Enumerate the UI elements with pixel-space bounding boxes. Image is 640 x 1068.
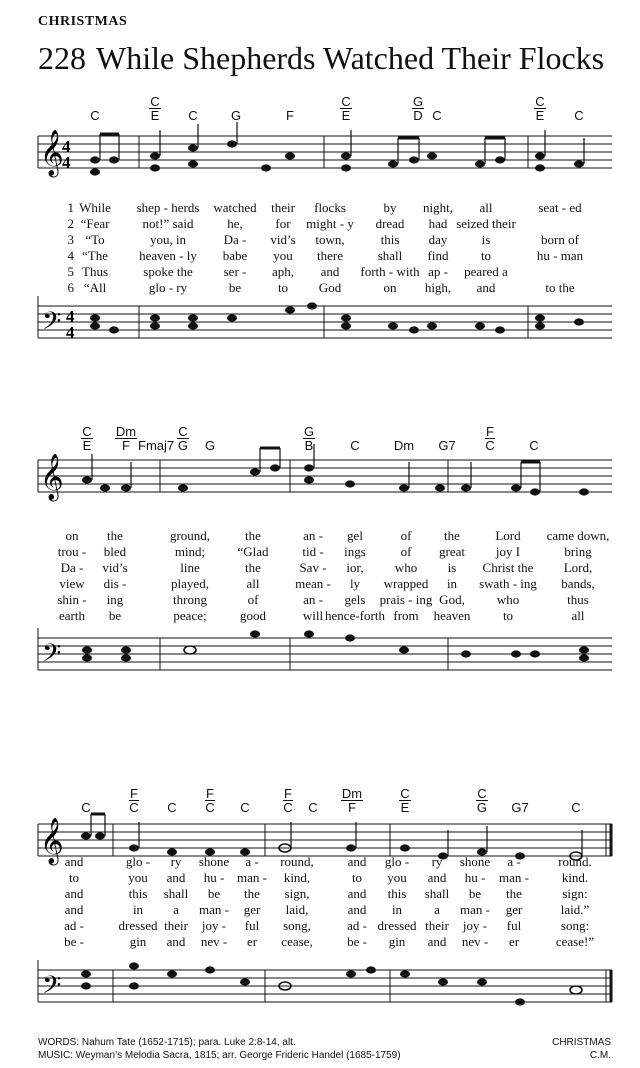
lyric-syllable: came down, — [546, 528, 610, 543]
lyric-syllable: laid, — [285, 902, 309, 917]
lyric-syllable: ad - — [64, 918, 84, 933]
lyric-syllable: to — [277, 280, 289, 295]
lyric-syllable: you — [128, 870, 148, 885]
lyric-syllable: nev - — [461, 934, 489, 949]
lyric-syllable: aph, — [271, 264, 295, 279]
lyric-syllable: shone — [198, 854, 230, 869]
lyric-syllable: watched — [213, 200, 257, 215]
lyric-syllable: dis - — [103, 576, 127, 591]
lyric-syllable: be - — [64, 934, 84, 949]
lyric-syllable: be — [468, 886, 482, 901]
bass-staff-1 — [0, 296, 640, 366]
chord-symbol: C — [81, 800, 91, 815]
lyric-syllable: and — [347, 886, 367, 901]
svg-text:4: 4 — [62, 153, 71, 172]
chord-symbol: C — [167, 800, 177, 815]
lyric-syllable: and — [347, 854, 367, 869]
lyric-syllable: their — [425, 918, 449, 933]
lyric-syllable: in — [132, 902, 144, 917]
chord-symbol: $\frac{G}{B}$ — [303, 424, 315, 453]
lyric-syllable: bled — [103, 544, 127, 559]
lyric-syllable: hu - man — [536, 248, 584, 263]
lyric-syllable: is — [447, 560, 457, 575]
lyric-syllable: gin — [129, 934, 147, 949]
lyric-syllable: the — [107, 528, 123, 543]
lyric-syllable: a — [434, 902, 440, 917]
lyric-syllable: throng — [173, 592, 207, 607]
lyric-syllable: glo - — [384, 854, 410, 869]
verse-number: 1 — [67, 200, 74, 215]
lyric-syllable: gel — [347, 528, 363, 543]
lyric-syllable: this — [128, 886, 148, 901]
lyric-syllable: ad - — [347, 918, 367, 933]
lyric-syllable: hence-forth — [325, 608, 385, 623]
lyric-syllable: gels — [344, 592, 366, 607]
lyric-syllable: ly — [349, 576, 361, 591]
lyric-syllable: Lord — [495, 528, 521, 543]
tune-info — [552, 1036, 611, 1062]
lyric-syllable: from — [393, 608, 419, 623]
verse-number: 4 — [67, 248, 74, 263]
chord-symbol: $\frac{C}{E}$ — [341, 94, 351, 123]
lyric-syllable: round, — [280, 854, 314, 869]
lyric-syllable: an - — [303, 592, 323, 607]
chord-symbol: $\frac{F}{C}$ — [129, 786, 139, 815]
chord-symbol: $\frac{Dm}{F}$ — [341, 786, 363, 815]
chord-symbol: $\frac{C}{G}$ — [177, 424, 189, 453]
lyric-syllable: “The — [82, 248, 108, 263]
verse-number: 5 — [67, 264, 74, 279]
lyric-syllable: forth - with — [360, 264, 420, 279]
lyric-syllable: man - — [237, 870, 267, 885]
lyric-syllable: bring — [564, 544, 592, 559]
lyric-syllable: joy I — [495, 544, 521, 559]
lyric-syllable: good — [240, 608, 266, 623]
chord-symbol: $\frac{F}{C}$ — [485, 424, 495, 453]
lyric-syllable: seat - ed — [538, 200, 582, 215]
lyric-syllable: ing — [106, 592, 124, 607]
lyric-syllable: to — [502, 608, 514, 623]
lyric-syllable: mind; — [174, 544, 206, 559]
lyric-syllable: dread — [375, 216, 405, 231]
verse-number: 3 — [67, 232, 74, 247]
verse-number: 2 — [67, 216, 74, 231]
lyric-syllable: Sav - — [299, 560, 327, 575]
lyric-syllable: an - — [303, 528, 323, 543]
lyric-syllable: in — [391, 902, 403, 917]
chord-symbol: G — [204, 438, 216, 453]
chord-symbol: $\frac{G}{D}$ — [412, 94, 424, 123]
lyric-syllable: God — [318, 280, 342, 295]
chord-symbol: C — [308, 800, 318, 815]
chord-symbol: $\frac{F}{C}$ — [283, 786, 293, 815]
lyric-syllable: the — [245, 528, 261, 543]
tune-name: CHRISTMAS — [552, 1037, 611, 1048]
svg-text:4: 4 — [62, 137, 71, 156]
lyric-syllable: be — [228, 280, 242, 295]
lyric-syllable: song: — [560, 918, 590, 933]
lyric-syllable: man - — [499, 870, 529, 885]
lyric-syllable: joy - — [201, 918, 227, 933]
lyric-syllable: Lord, — [563, 560, 593, 575]
words-credit: WORDS: Nahum Tate (1652-1715); para. Luke 2:8-14, alt. — [38, 1037, 296, 1048]
lyric-syllable: town, — [315, 232, 345, 247]
lyric-syllable: the — [444, 528, 460, 543]
lyric-syllable: all — [479, 200, 493, 215]
chord-symbol: $\frac{F}{C}$ — [205, 786, 215, 815]
treble-clef-icon: 𝄞 — [40, 130, 64, 176]
chord-symbol: C — [188, 108, 198, 123]
lyric-syllable: their — [271, 200, 295, 215]
lyric-syllable: of — [247, 592, 259, 607]
lyric-syllable: sign, — [284, 886, 310, 901]
lyric-syllable: trou - — [57, 544, 87, 559]
lyric-syllable: shall — [377, 248, 403, 263]
lyric-syllable: and — [427, 870, 447, 885]
lyric-syllable: tid - — [302, 544, 324, 559]
lyric-syllable: God, — [439, 592, 465, 607]
hymn-number: 228 — [38, 40, 86, 76]
lyric-syllable: to — [68, 870, 80, 885]
bass-staff-3 — [0, 960, 640, 1030]
lyric-syllable: to — [351, 870, 363, 885]
lyric-syllable: babe — [222, 248, 248, 263]
lyric-syllable: nev - — [200, 934, 228, 949]
lyric-syllable: not!” said — [142, 216, 194, 231]
chord-symbol: Dm — [393, 438, 415, 453]
chord-symbol: C — [90, 108, 100, 123]
chord-symbol: C — [574, 108, 584, 123]
lyric-syllable: high, — [424, 280, 452, 295]
lyric-syllable: the — [506, 886, 522, 901]
lyric-syllable: a - — [507, 854, 521, 869]
chord-symbol: C — [571, 800, 581, 815]
chord-symbol: $\frac{C}{G}$ — [476, 786, 488, 815]
lyric-syllable: he, — [227, 216, 243, 231]
lyric-syllable: song, — [283, 918, 311, 933]
lyric-syllable: in — [446, 576, 458, 591]
lyric-syllable: who — [394, 560, 418, 575]
lyric-syllable: a - — [245, 854, 259, 869]
lyric-syllable: night, — [423, 200, 453, 215]
lyric-syllable: ger — [243, 902, 261, 917]
lyric-syllable: ry — [170, 854, 182, 869]
section-heading: CHRISTMAS — [38, 14, 128, 29]
lyric-syllable: the — [244, 886, 260, 901]
lyric-syllable: seized their — [456, 216, 516, 231]
lyric-syllable: hu - — [464, 870, 486, 885]
lyric-syllable: played, — [171, 576, 209, 591]
lyric-syllable: and — [64, 854, 84, 869]
lyric-syllable: kind, — [283, 870, 311, 885]
meter: C.M. — [589, 1050, 611, 1061]
lyric-syllable: and — [64, 886, 84, 901]
lyric-syllable: glo - ry — [148, 280, 188, 295]
lyric-syllable: flocks — [314, 200, 346, 215]
lyric-syllable: spoke the — [143, 264, 193, 279]
credits — [38, 1036, 401, 1062]
lyric-syllable: shep - herds — [136, 200, 200, 215]
lyric-syllable: all — [571, 608, 585, 623]
chord-symbol: $\frac{C}{E}$ — [150, 94, 160, 123]
lyric-syllable: and — [166, 934, 186, 949]
chord-symbol: $\frac{C}{E}$ — [535, 94, 545, 123]
treble-staff-1 — [0, 120, 640, 200]
lyric-syllable: is — [481, 232, 491, 247]
hymn-title: While Shepherds Watched Their Flocks — [96, 40, 605, 76]
lyric-syllable: this — [380, 232, 400, 247]
lyric-syllable: ger — [505, 902, 523, 917]
lyric-syllable: bands, — [561, 576, 595, 591]
chord-symbol: Fmaj7 — [138, 438, 175, 453]
lyric-syllable: cease!” — [555, 934, 595, 949]
lyric-syllable: vid’s — [102, 560, 128, 575]
treble-staff-3 — [0, 808, 640, 888]
lyric-syllable: to — [480, 248, 492, 263]
lyric-syllable: you — [273, 248, 293, 263]
lyric-syllable: ful — [244, 918, 260, 933]
svg-text:𝄞: 𝄞 — [40, 818, 64, 864]
lyric-syllable: by — [383, 200, 397, 215]
lyric-syllable: be - — [347, 934, 367, 949]
lyric-syllable: ry — [431, 854, 443, 869]
verse-number: 6 — [67, 280, 74, 295]
lyric-syllable: “Fear — [80, 216, 110, 231]
lyric-syllable: their — [164, 918, 188, 933]
lyric-syllable: who — [496, 592, 520, 607]
lyric-syllable: hu - — [203, 870, 225, 885]
chord-symbol: G7 — [438, 438, 456, 453]
lyric-syllable: laid.” — [560, 902, 590, 917]
svg-text:4: 4 — [66, 307, 75, 326]
lyric-syllable: be — [108, 608, 122, 623]
lyric-syllable: great — [439, 544, 465, 559]
chord-symbol: C — [432, 108, 442, 123]
lyric-syllable: the — [245, 560, 261, 575]
svg-text:4: 4 — [66, 323, 75, 342]
svg-text:𝄢: 𝄢 — [42, 971, 62, 1006]
lyric-syllable: Thus — [82, 264, 108, 279]
bass-staff-2 — [0, 628, 640, 698]
lyric-syllable: glo - — [125, 854, 151, 869]
lyric-syllable: view — [59, 576, 85, 591]
lyric-syllable: er — [246, 934, 258, 949]
lyric-syllable: wrapped — [383, 576, 429, 591]
lyric-syllable: of — [400, 544, 412, 559]
lyric-syllable: to the — [545, 280, 575, 295]
lyric-syllable: prais - ing — [379, 592, 433, 607]
music-credit: MUSIC: Weyman’s Melodia Sacra, 1815; arr. George Frideric Handel (1685-1759) — [38, 1050, 401, 1061]
lyric-syllable: shone — [459, 854, 491, 869]
chord-symbol: G — [230, 108, 242, 123]
lyric-syllable: ings — [344, 544, 366, 559]
lyric-syllable: and — [427, 934, 447, 949]
treble-staff-2 — [0, 444, 640, 524]
lyric-syllable: heaven - ly — [139, 248, 197, 263]
lyric-syllable: a — [173, 902, 179, 917]
svg-text:𝄢: 𝄢 — [42, 639, 62, 674]
lyric-syllable: While — [79, 200, 111, 215]
lyric-syllable: and — [166, 870, 186, 885]
lyric-syllable: ser - — [223, 264, 247, 279]
lyric-syllable: vid’s — [270, 232, 296, 247]
chord-symbol: $\frac{Dm}{F}$ — [115, 424, 137, 453]
lyric-syllable: shall — [163, 886, 189, 901]
lyric-syllable: “All — [83, 280, 107, 295]
lyric-syllable: and — [320, 264, 340, 279]
lyric-syllable: “To — [85, 232, 105, 247]
bass-clef-icon: 𝄢 — [42, 307, 62, 342]
lyric-syllable: ful — [506, 918, 522, 933]
lyric-syllable: ior, — [346, 560, 364, 575]
lyric-syllable: on — [383, 280, 397, 295]
lyric-syllable: dressed — [377, 918, 417, 933]
lyric-syllable: had — [428, 216, 448, 231]
lyric-syllable: sign: — [562, 886, 588, 901]
lyric-syllable: all — [246, 576, 260, 591]
lyric-syllable: might - y — [306, 216, 354, 231]
lyric-syllable: and — [64, 902, 84, 917]
svg-text:𝄞: 𝄞 — [40, 454, 64, 500]
lyric-syllable: ap - — [428, 264, 448, 279]
lyric-syllable: peared a — [464, 264, 508, 279]
chord-symbol: $\frac{C}{E}$ — [82, 424, 92, 453]
lyric-syllable: “Glad — [237, 544, 269, 559]
lyric-syllable: heaven — [433, 608, 471, 623]
lyric-syllable: thus — [567, 592, 589, 607]
lyric-syllable: earth — [59, 608, 85, 623]
lyric-syllable: of — [400, 528, 412, 543]
lyric-syllable: Da - — [223, 232, 247, 247]
lyric-syllable: be — [207, 886, 221, 901]
chord-symbol: G7 — [511, 800, 529, 815]
lyric-syllable: will — [302, 608, 324, 623]
lyric-syllable: you, in — [149, 232, 187, 247]
lyric-syllable: swath - ing — [479, 576, 537, 591]
lyric-syllable: man - — [199, 902, 229, 917]
lyric-syllable: round. — [558, 854, 592, 869]
lyric-syllable: this — [387, 886, 407, 901]
lyric-syllable: man - — [460, 902, 490, 917]
lyric-syllable: dressed — [118, 918, 158, 933]
lyric-syllable: day — [428, 232, 448, 247]
chord-symbol: $\frac{C}{E}$ — [400, 786, 410, 815]
lyric-syllable: er — [508, 934, 520, 949]
lyric-syllable: for — [275, 216, 291, 231]
lyric-syllable: peace; — [173, 608, 207, 623]
lyric-syllable: shall — [424, 886, 450, 901]
lyric-syllable: born of — [541, 232, 579, 247]
chord-symbol: C — [529, 438, 539, 453]
lyric-syllable: mean - — [295, 576, 331, 591]
lyric-syllable: Christ the — [482, 560, 534, 575]
lyric-syllable: cease, — [281, 934, 313, 949]
chord-symbol: F — [286, 108, 294, 123]
lyric-syllable: ground, — [169, 528, 211, 543]
hymn-title-line — [38, 40, 604, 77]
chord-symbol: C — [240, 800, 250, 815]
lyric-syllable: joy - — [462, 918, 488, 933]
lyric-syllable: kind. — [561, 870, 589, 885]
lyric-syllable: shin - — [57, 592, 87, 607]
lyric-syllable: gin — [388, 934, 406, 949]
lyric-syllable: and — [476, 280, 496, 295]
lyric-syllable: you — [387, 870, 407, 885]
lyric-syllable: and — [347, 902, 367, 917]
lyric-syllable: line — [180, 560, 200, 575]
chord-symbol: C — [350, 438, 360, 453]
lyric-syllable: find — [427, 248, 449, 263]
lyric-syllable: there — [317, 248, 343, 263]
lyric-syllable: Da - — [60, 560, 84, 575]
lyric-syllable: on — [65, 528, 79, 543]
